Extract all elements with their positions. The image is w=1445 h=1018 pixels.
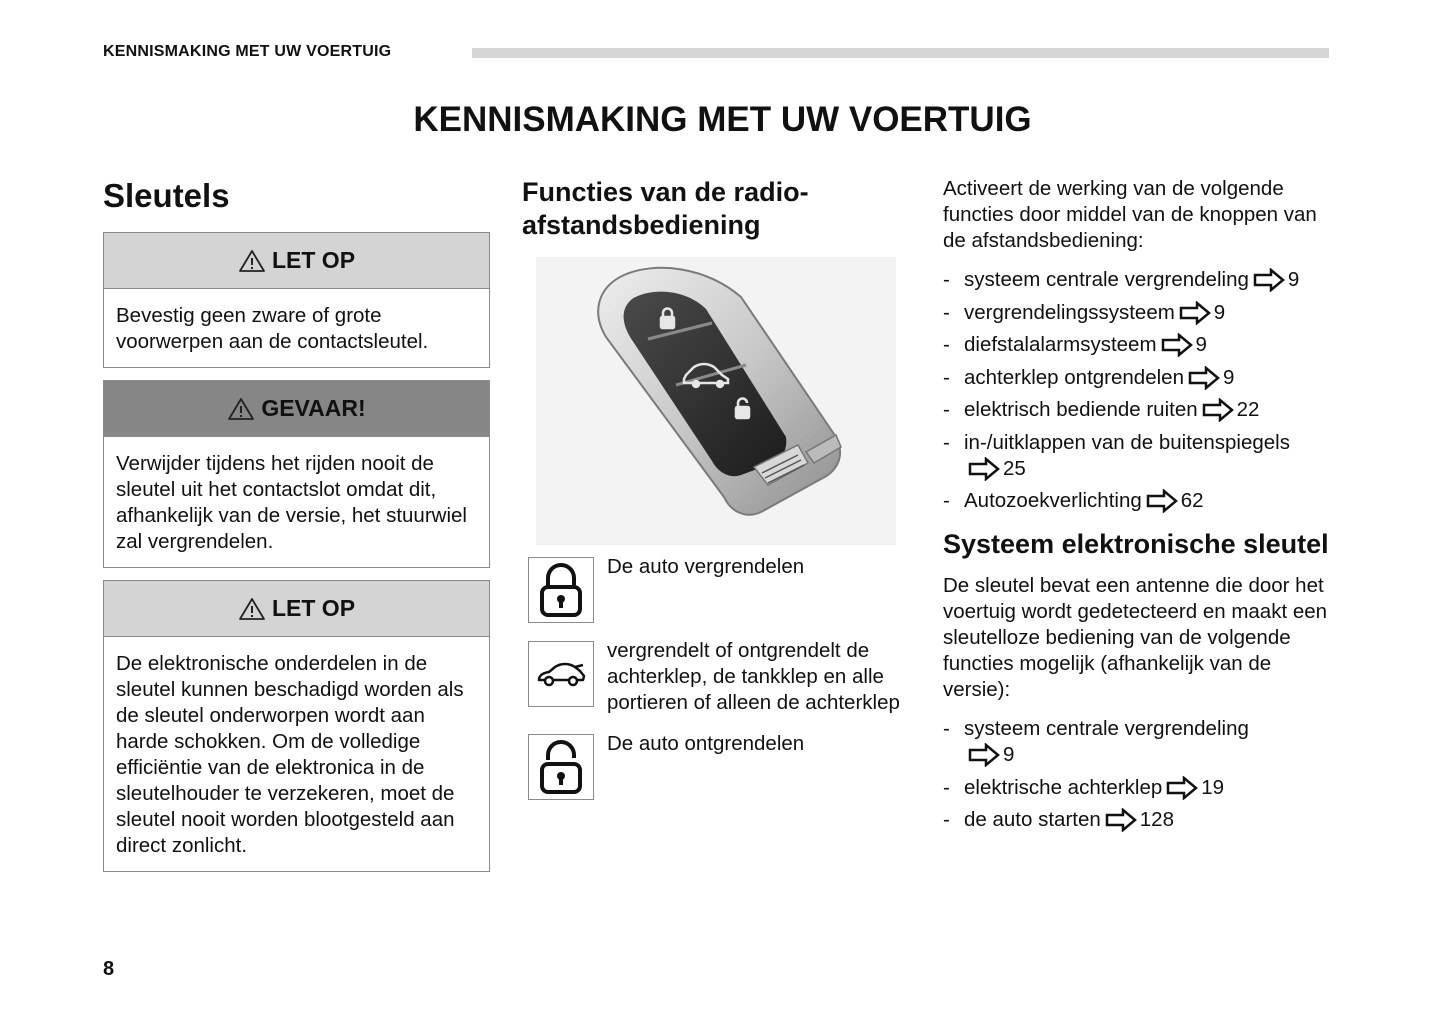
list-item: - de auto starten 128	[943, 807, 1343, 833]
page-reference[interactable]: 25	[1003, 456, 1026, 480]
page-reference[interactable]: 9	[1213, 300, 1226, 324]
page-number: 8	[103, 958, 115, 980]
page-reference[interactable]: 9	[1003, 743, 1015, 766]
car-tailgate-icon	[528, 641, 594, 707]
padlock-open-icon	[528, 734, 594, 800]
page-reference-arrow-icon	[1105, 808, 1137, 832]
caution-box-title: LET OP	[271, 595, 356, 621]
danger-box-header	[104, 381, 489, 437]
list-item: - vergrendelingssysteem 9	[943, 300, 1343, 326]
page-reference[interactable]: 9	[1195, 333, 1207, 356]
warning-triangle-icon	[227, 397, 255, 421]
list-item: - in-/uitklappen van de buitenspiegels 25	[943, 430, 1343, 482]
header-rule	[472, 48, 1329, 58]
page-reference-arrow-icon	[1146, 489, 1178, 513]
caution-box	[103, 580, 490, 872]
button-description-text: De auto vergrendelen	[607, 555, 805, 578]
remote-functions-list	[943, 267, 1343, 514]
electronic-key-functions-list	[943, 716, 1343, 833]
page-reference-arrow-icon	[968, 743, 1000, 767]
section-heading-remote: Functies van de radio-afstandsbediening	[522, 177, 809, 240]
running-header: KENNISMAKING MET UW VOERTUIG	[103, 43, 392, 60]
column-remote	[522, 176, 902, 800]
page-reference[interactable]: 19	[1201, 775, 1225, 799]
button-description-lock	[522, 557, 902, 623]
list-item: - Autozoekverlichting 62	[943, 488, 1343, 514]
column-keys	[103, 176, 490, 884]
list-item: - diefstalalarmsysteem 9	[943, 332, 1343, 358]
caution-box-text: Bevestig geen zware of grote voorwerpen aan de contactsleutel.	[116, 304, 429, 353]
list-item: - achterklep ontgrendelen 9	[943, 365, 1343, 391]
list-item: - elektrische achterklep 19	[943, 775, 1343, 801]
section-heading-keys: Sleutels	[103, 177, 230, 214]
list-item: - systeem centrale vergrendeling 9	[943, 267, 1343, 293]
page-reference[interactable]: 62	[1180, 489, 1204, 512]
list-item: - elektrisch bediende ruiten 22	[943, 397, 1343, 423]
page-reference-arrow-icon	[1188, 366, 1220, 390]
button-description-tailgate	[522, 641, 902, 716]
caution-box	[103, 232, 490, 368]
danger-box	[103, 380, 490, 568]
remote-functions-intro: Activeert de werking van de volgende functies door middel van de knoppen van de afstandsbediening:	[943, 177, 1317, 252]
warning-triangle-icon	[238, 249, 266, 273]
caution-box-title: LET OP	[271, 247, 356, 273]
padlock-closed-icon	[528, 557, 594, 623]
electronic-key-intro: De sleutel bevat een antenne die door het voertuig wordt gedetecteerd en maakt een sleutelloze bediening van de volgende functies mogelijk (afhankelijk van de versie):	[943, 574, 1328, 701]
page-reference-arrow-icon	[1202, 398, 1234, 422]
key-fob-illustration	[536, 257, 896, 545]
page-title: KENNISMAKING MET UW VOERTUIG	[413, 100, 1032, 139]
page-reference[interactable]: 9	[1287, 268, 1300, 291]
caution-box-header	[104, 581, 489, 637]
button-description-text: vergrendelt of ontgrendelt de achterklep, de tankklep en alle portieren of alleen de achterklep	[607, 639, 900, 714]
page-reference-arrow-icon	[1179, 301, 1211, 325]
warning-triangle-icon	[238, 597, 266, 621]
page-reference[interactable]: 128	[1139, 808, 1174, 831]
danger-box-title: GEVAAR!	[261, 395, 366, 421]
column-functions	[943, 176, 1343, 840]
page-reference-arrow-icon	[1166, 776, 1198, 800]
page-reference-arrow-icon	[1161, 333, 1193, 357]
button-description-text: De auto ontgrendelen	[607, 732, 805, 755]
caution-box-text: De elektronische onderdelen in de sleutel kunnen beschadigd worden als de sleutel onderworpen wordt aan harde schokken. Om de volledige efficiëntie van de elektronica in de sleutelhouder te verzekeren, moet de sleutel nooit worden blootgesteld aan direct zonlicht.	[116, 652, 464, 857]
page-reference[interactable]: 22	[1236, 398, 1260, 421]
page-reference[interactable]: 9	[1222, 365, 1235, 389]
page-reference-arrow-icon	[968, 457, 1000, 481]
page-reference-arrow-icon	[1253, 268, 1285, 292]
caution-box-header	[104, 233, 489, 289]
list-item: - systeem centrale vergrendeling 9	[943, 716, 1343, 768]
section-heading-electronic-key: Systeem elektronische sleutel	[943, 529, 1329, 559]
button-description-unlock	[522, 734, 902, 800]
danger-box-text: Verwijder tijdens het rijden nooit de sleutel uit het contactslot omdat dit, afhankelijk van de versie, het stuurwiel zal vergrendelen.	[116, 452, 467, 553]
